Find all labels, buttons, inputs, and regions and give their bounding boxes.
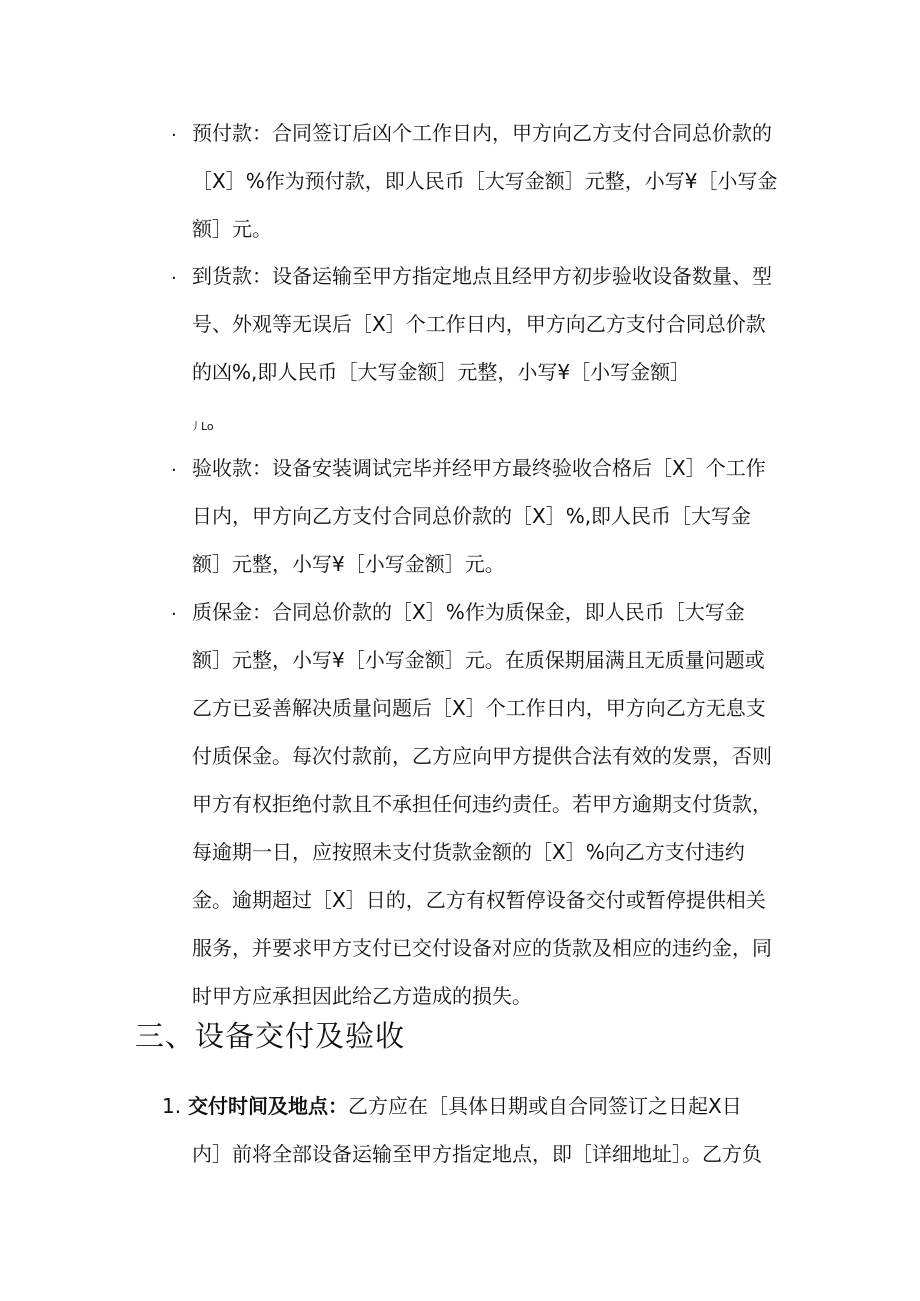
bullet-dot: · bbox=[171, 460, 177, 481]
paragraph-line: ［X］%作为预付款，即人民币［大写金额］元整，小写¥［小写金 bbox=[192, 169, 778, 193]
paragraph-line: 每逾期一日，应按照未支付货款金额的［X］%向乙方支付违约 bbox=[192, 840, 745, 864]
bullet-dot: · bbox=[171, 125, 177, 146]
clause-line-1 bbox=[188, 1092, 742, 1120]
paragraph-line: 甲方有权拒绝付款且不承担任何违约责任。若甲方逾期支付货款， bbox=[192, 792, 772, 816]
paragraph-line: 乙方已妥善解决质量问题后［X］个工作日内，甲方向乙方无息支 bbox=[192, 696, 766, 720]
paragraph-line: 时甲方应承担因此给乙方造成的损失。 bbox=[192, 984, 532, 1008]
clause-line-2: 内］前将全部设备运输至甲方指定地点，即［详细地址］。乙方负 bbox=[192, 1142, 762, 1166]
bullet-dot: · bbox=[171, 604, 177, 625]
paragraph-line: 验收款：设备安装调试完毕并经甲方最终验收合格后［X］个工作 bbox=[192, 456, 766, 480]
bullet-dot: · bbox=[171, 268, 177, 289]
paragraph-line: 金。逾期超过［X］日的，乙方有权暂停设备交付或暂停提供相关 bbox=[192, 888, 766, 912]
clause-number: 1. bbox=[162, 1094, 182, 1118]
paragraph-line: 到货款：设备运输至甲方指定地点且经甲方初步验收设备数量、型 bbox=[192, 264, 772, 288]
paragraph-line: 预付款：合同签订后凶个工作日内，甲方向乙方支付合同总价款的 bbox=[192, 121, 772, 145]
paragraph-line: 号、外观等无误后［X］个工作日内，甲方向乙方支付合同总价款 bbox=[192, 312, 766, 336]
clause-title: 交付时间及地点： bbox=[188, 1094, 348, 1118]
paragraph-line: 日内，甲方向乙方支付合同总价款的［X］%,即人民币［大写金 bbox=[192, 504, 752, 528]
paragraph-line: 质保金：合同总价款的［X］%作为质保金，即人民币［大写金 bbox=[192, 600, 745, 624]
clause-text: 乙方应在［具体日期或自合同签订之日起X日 bbox=[348, 1094, 742, 1118]
section-heading: 三、设备交付及验收 bbox=[135, 1019, 406, 1053]
paragraph-line: 付质保金。每次付款前，乙方应向甲方提供合法有效的发票，否则 bbox=[192, 744, 772, 768]
paragraph-line: 的凶%,即人民币［大写金额］元整，小写¥［小写金额］ bbox=[192, 360, 691, 384]
paragraph-line: 额］元整，小写¥［小写金额］元。在质保期届满且无质量问题或 bbox=[192, 648, 765, 672]
paragraph-line: 服务，并要求甲方支付已交付设备对应的货款及相应的违约金，同 bbox=[192, 936, 772, 960]
paragraph-line: 额］元。 bbox=[192, 217, 272, 241]
paragraph-line: 额］元整，小写¥［小写金额］元。 bbox=[192, 552, 505, 576]
stray-note: 丿Lo bbox=[190, 420, 214, 433]
